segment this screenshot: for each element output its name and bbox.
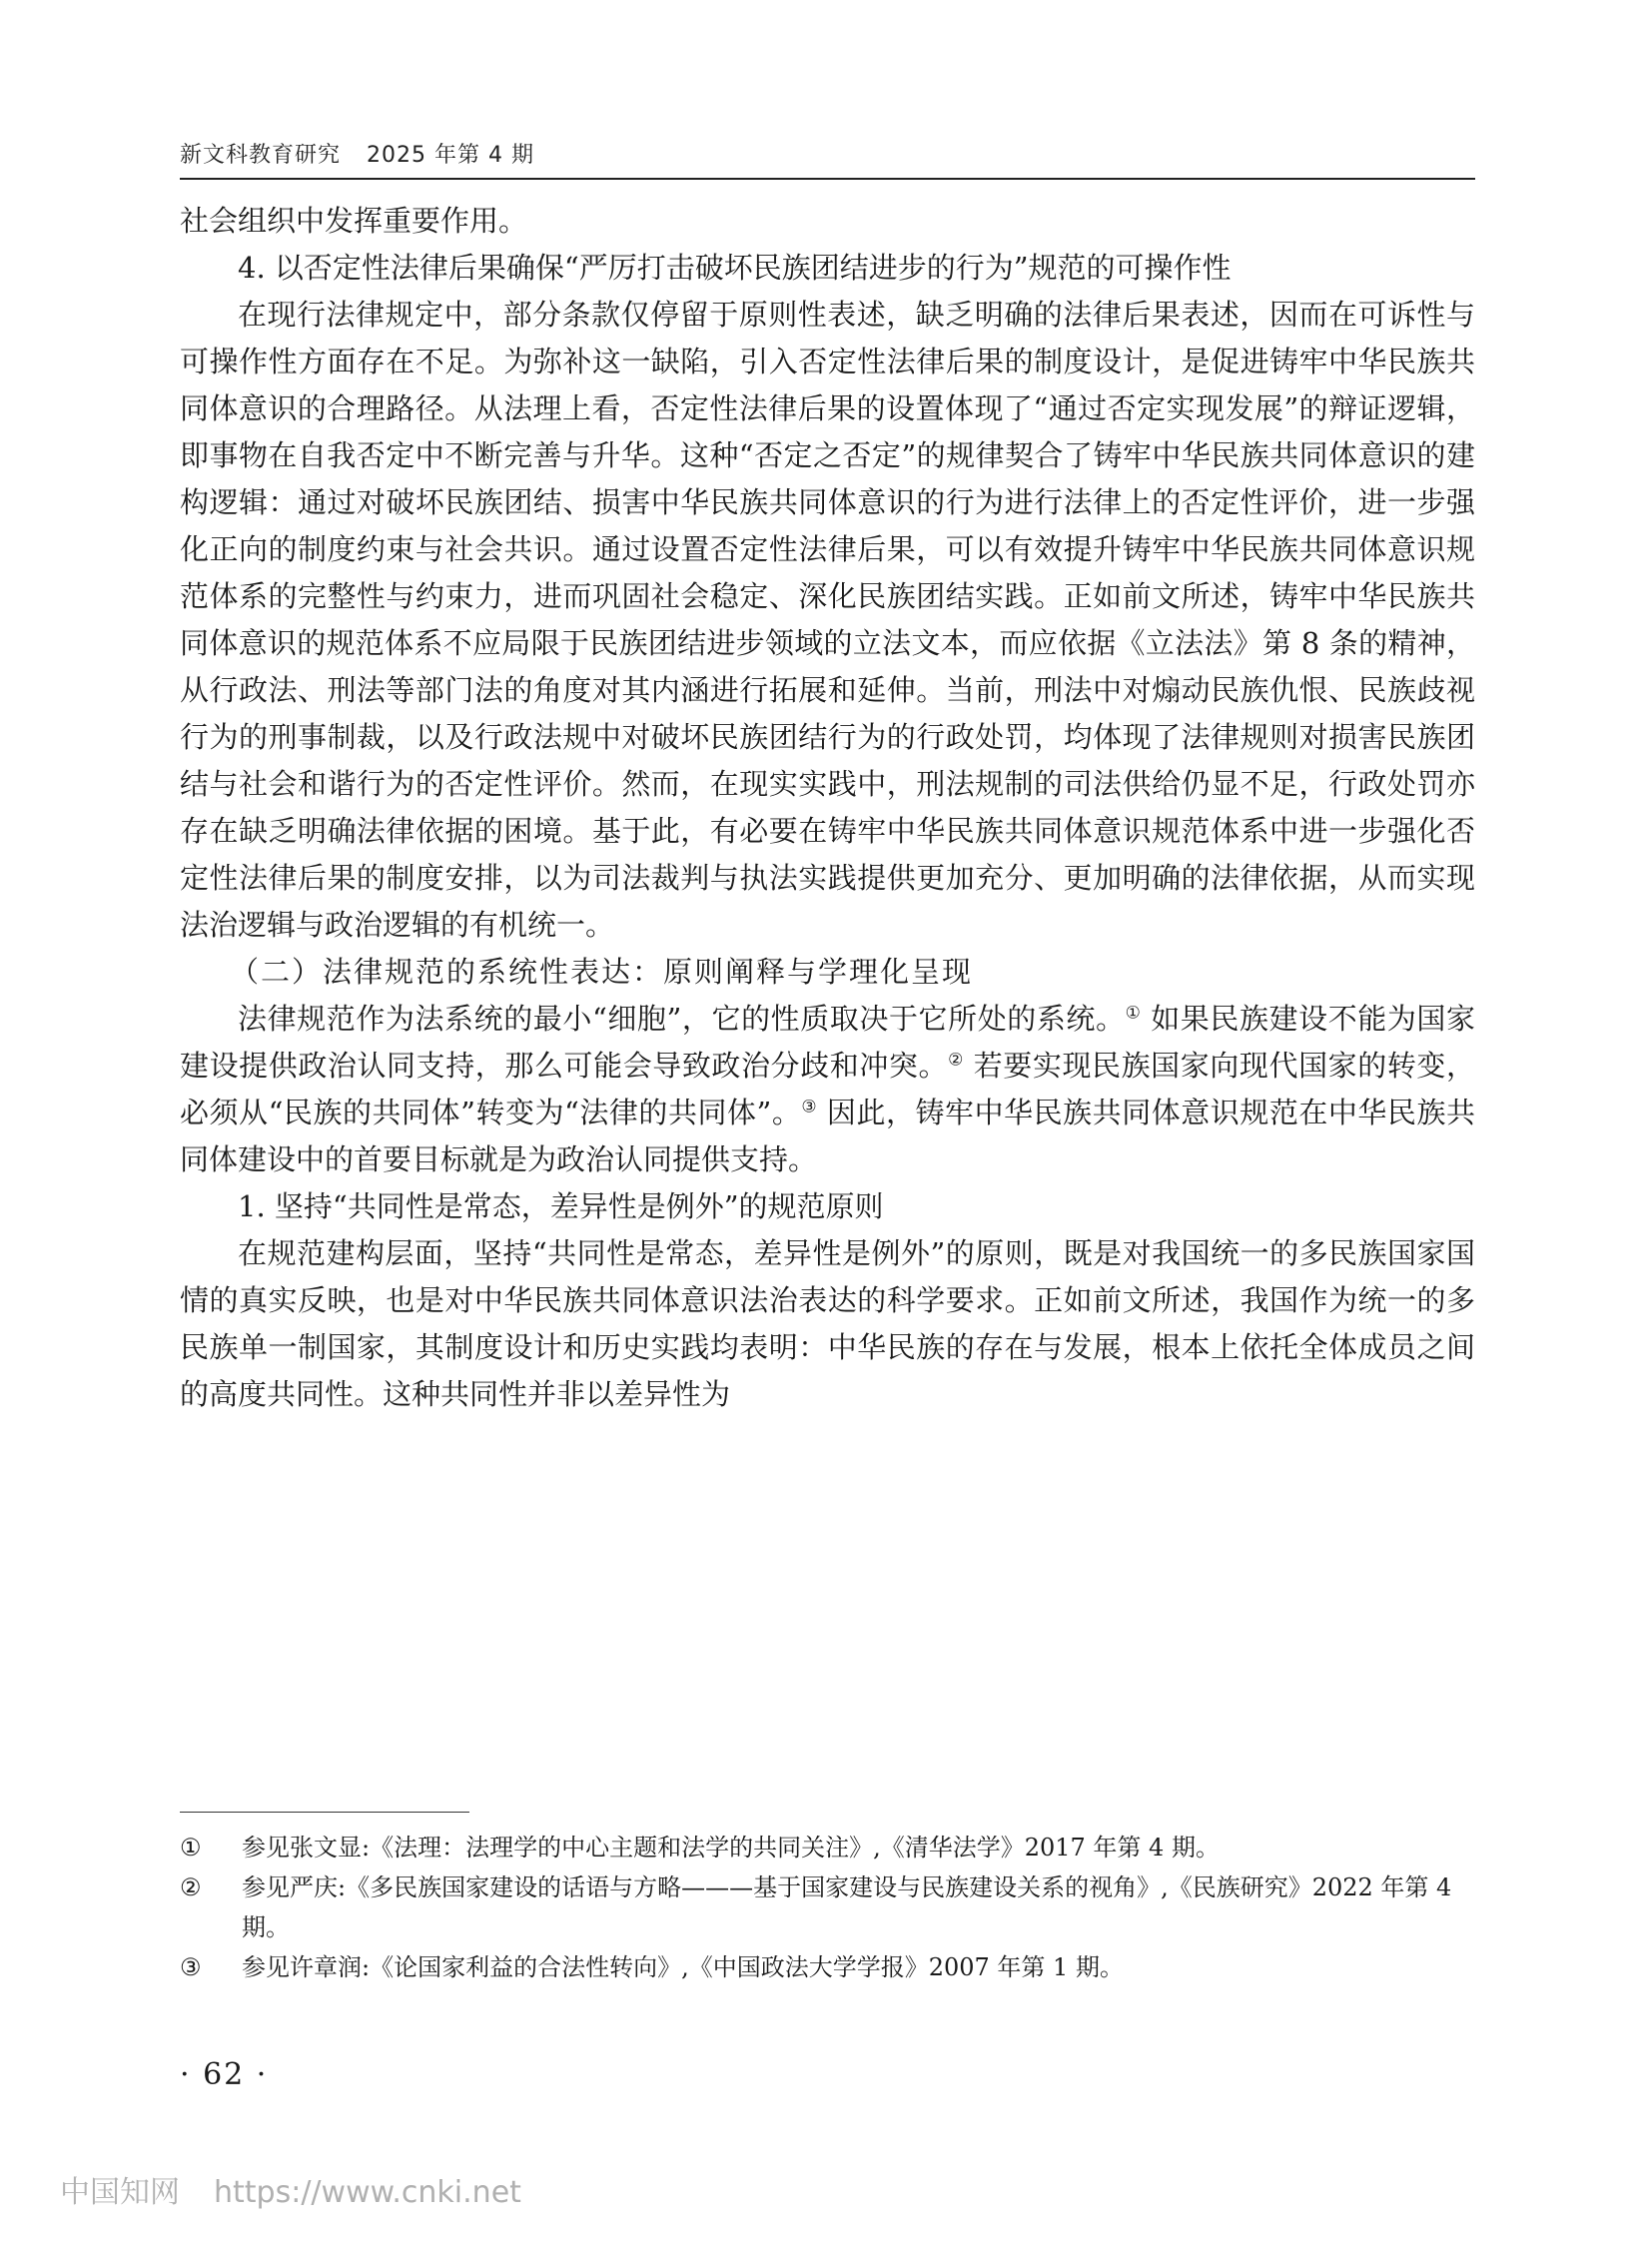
footnote-ref-1[interactable]: ① — [1125, 1003, 1142, 1024]
footnote-item — [180, 1947, 1475, 1987]
section-heading-2: （二）法律规范的系统性表达：原则阐释与学理化呈现 — [230, 955, 974, 989]
watermark — [60, 2167, 521, 2211]
footnote-mark: ① — [180, 1834, 202, 1862]
paragraph-2-part-3: 若要实现民族国家向现代国家的转变，必须从“民族的共同体”转变为“法律的共同体”。 — [180, 1049, 1475, 1129]
watermark-url: https://www.cnki.net — [214, 2175, 521, 2210]
footnote-text: 参见严庆:《多民族国家建设的话语与方略———基于国家建设与民族建设关系的视角》,《民族研究》2022 年第 4 期。 — [242, 1873, 1452, 1941]
paragraph-2-part-4: 因此，铸牢中华民族共同体意识规范在中华民族共同体建设中的首要目标就是为政治认同提供支持。 — [180, 1096, 1475, 1176]
header-rule — [180, 178, 1475, 180]
issue-number: 2025 年第 4 期 — [367, 143, 534, 168]
footnote-text: 参见张文显:《法理：法理学的中心主题和法学的共同关注》,《清华法学》2017 年第 4 期。 — [242, 1834, 1220, 1862]
footnote-ref-2[interactable]: ② — [948, 1050, 964, 1071]
footnote-text: 参见许章润:《论国家利益的合法性转向》,《中国政法大学学报》2007 年第 1 期。 — [242, 1953, 1124, 1981]
footnote-ref-3[interactable]: ③ — [801, 1097, 818, 1118]
watermark-brand: 中国知网 — [60, 2175, 180, 2210]
journal-name: 新文科教育研究 — [180, 143, 342, 168]
footnote-rule — [180, 1812, 469, 1813]
subheading-4: 4. 以否定性法律后果确保“严厉打击破坏民族团结进步的行为”规范的可操作性 — [238, 251, 1232, 285]
running-header — [180, 138, 534, 169]
paragraph-2 — [180, 996, 1475, 1183]
footnote-mark: ② — [180, 1873, 202, 1901]
footnotes — [180, 1828, 1475, 1987]
paragraph-2-part-1: 法律规范作为法系统的最小“细胞”，它的性质取决于它所处的系统。 — [238, 1002, 1126, 1036]
main-text — [180, 198, 1475, 1418]
footnote-item — [180, 1868, 1475, 1947]
footnote-item — [180, 1828, 1475, 1868]
paragraph-continuation: 社会组织中发挥重要作用。 — [180, 204, 528, 238]
paragraph-3: 在规范建构层面，坚持“共同性是常态，差异性是例外”的原则，既是对我国统一的多民族国家国情的真实反映，也是对中华民族共同体意识法治表达的科学要求。正如前文所述，我国作为统一的多民族单一制国家，其制度设计和历史实践均表明：中华民族的存在与发展，根本上依托全体成员之间的高度共同性。这种共同性并非以差异性为 — [180, 1236, 1475, 1411]
subheading-1: 1. 坚持“共同性是常态，差异性是例外”的规范原则 — [238, 1189, 884, 1223]
paragraph-2-part-2: 如果民族建设不能为国家建设提供政治认同支持，那么可能会导致政治分歧和冲突。 — [180, 1002, 1476, 1083]
page-number: · 62 · — [180, 2057, 269, 2092]
paragraph-1: 在现行法律规定中，部分条款仅停留于原则性表述，缺乏明确的法律后果表述，因而在可诉性与可操作性方面存在不足。为弥补这一缺陷，引入否定性法律后果的制度设计，是促进铸牢中华民族共同体意识的合理路径。从法理上看，否定性法律后果的设置体现了“通过否定实现发展”的辩证逻辑，即事物在自我否定中不断完善与升华。这种“否定之否定”的规律契合了铸牢中华民族共同体意识的建构逻辑：通过对破坏民族团结、损害中华民族共同体意识的行为进行法律上的否定性评价，进一步强化正向的制度约束与社会共识。通过设置否定性法律后果，可以有效提升铸牢中华民族共同体意识规范体系的完整性与约束力，进而巩固社会稳定、深化民族团结实践。正如前文所述，铸牢中华民族共同体意识的规范体系不应局限于民族团结进步领域的立法文本，而应依据《立法法》第 8 条的精神，从行政法、刑法等部门法的角度对其内涵进行拓展和延伸。当前，刑法中对煽动民族仇恨、民族歧视行为的刑事制裁，以及行政法规中对破坏民族团结行为的行政处罚，均体现了法律规则对损害民族团结与社会和谐行为的否定性评价。然而，在现实实践中，刑法规制的司法供给仍显不足，行政处罚亦存在缺乏明确法律依据的困境。基于此，有必要在铸牢中华民族共同体意识规范体系中进一步强化否定性法律后果的制度安排，以为司法裁判与执法实践提供更加充分、更加明确的法律依据，从而实现法治逻辑与政治逻辑的有机统一。 — [180, 298, 1475, 942]
footnote-mark: ③ — [180, 1953, 202, 1981]
